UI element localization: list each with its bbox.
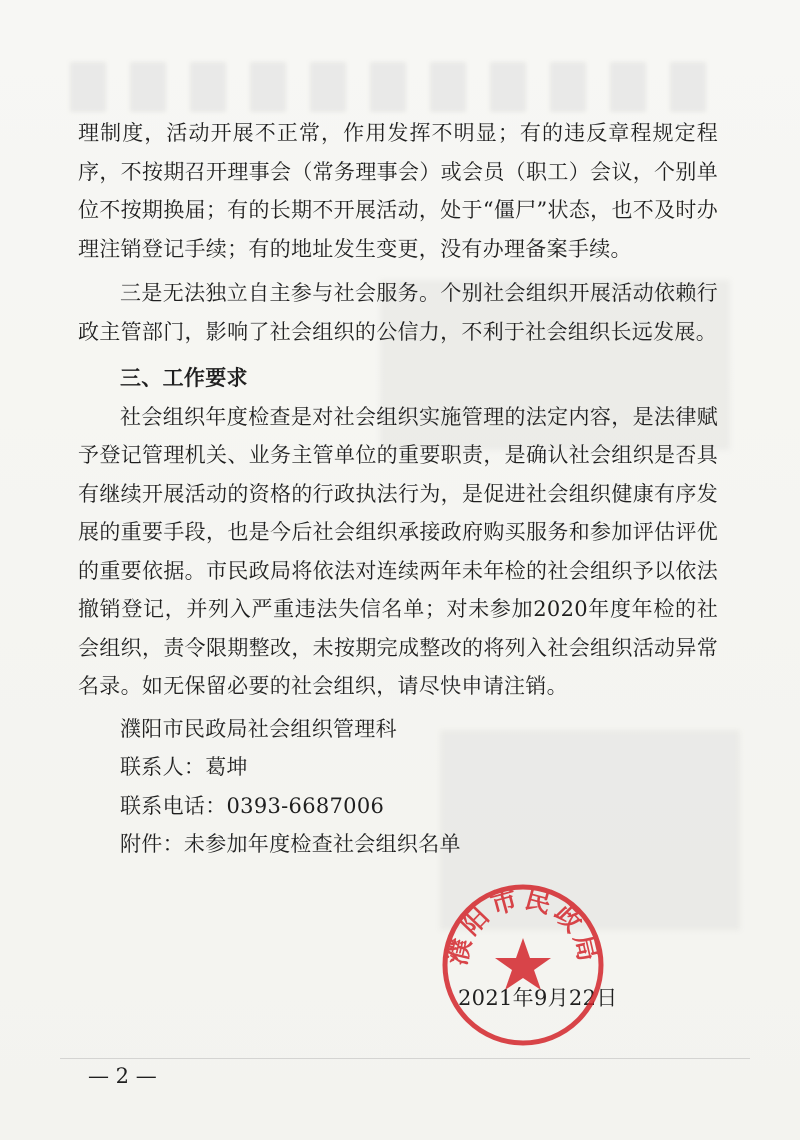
seal-text: 濮阳市民政局 [442, 884, 604, 969]
contact-person: 联系人：葛坤 [120, 755, 248, 779]
contact-phone: 联系电话：0393-6687006 [120, 793, 385, 818]
department-name: 濮阳市民政局社会组织管理科 [120, 716, 397, 741]
document-date: 2021年9月22日 [458, 986, 618, 1010]
paragraph-continuation: 理制度，活动开展不正常，作用发挥不明显；有的违反章程规定程序，不按期召开理事会（常务理事会）或会员（职工）会议，个别单位不按期换届；有的长期不开展活动，处于“僵尸”状态，也不及时办理注销登记手续；有的地址发生变更，没有办理备案手续。 [78, 121, 718, 261]
body-text [78, 114, 718, 864]
page-number: — 2 — [88, 1064, 157, 1088]
paragraph-requirements: 社会组织年度检查是对社会组织实施管理的法定内容，是法律赋予登记管理机关、业务主管单位的重要职责，是确认社会组织是否具有继续开展活动的资格的行政执法行为，是促进社会组织健康有序发展的重要手段，也是今后社会组织承接政府购买服务和参加评估评优的重要依据。市民政局将依法对连续两年未年检的社会组织予以依法撤销登记，并列入严重违法失信名单；对未参加2020年度年检的社会组织，责令限期整改，未按期完成整改的将列入社会组织活动异常名录。如无保留必要的社会组织，请尽快申请注销。 [78, 404, 718, 698]
section-heading: 三、工作要求 [120, 366, 248, 390]
footer-divider [60, 1058, 750, 1059]
bleed-through-header [70, 62, 730, 112]
paragraph-point-three: 三是无法独立自主参与社会服务。个别社会组织开展活动依赖行政主管部门，影响了社会组织的公信力，不利于社会组织长远发展。 [78, 281, 718, 344]
seal-star-icon [495, 938, 551, 990]
attachment-note: 附件：未参加年度检查社会组织名单 [120, 832, 461, 856]
official-seal-stamp [438, 880, 608, 1050]
